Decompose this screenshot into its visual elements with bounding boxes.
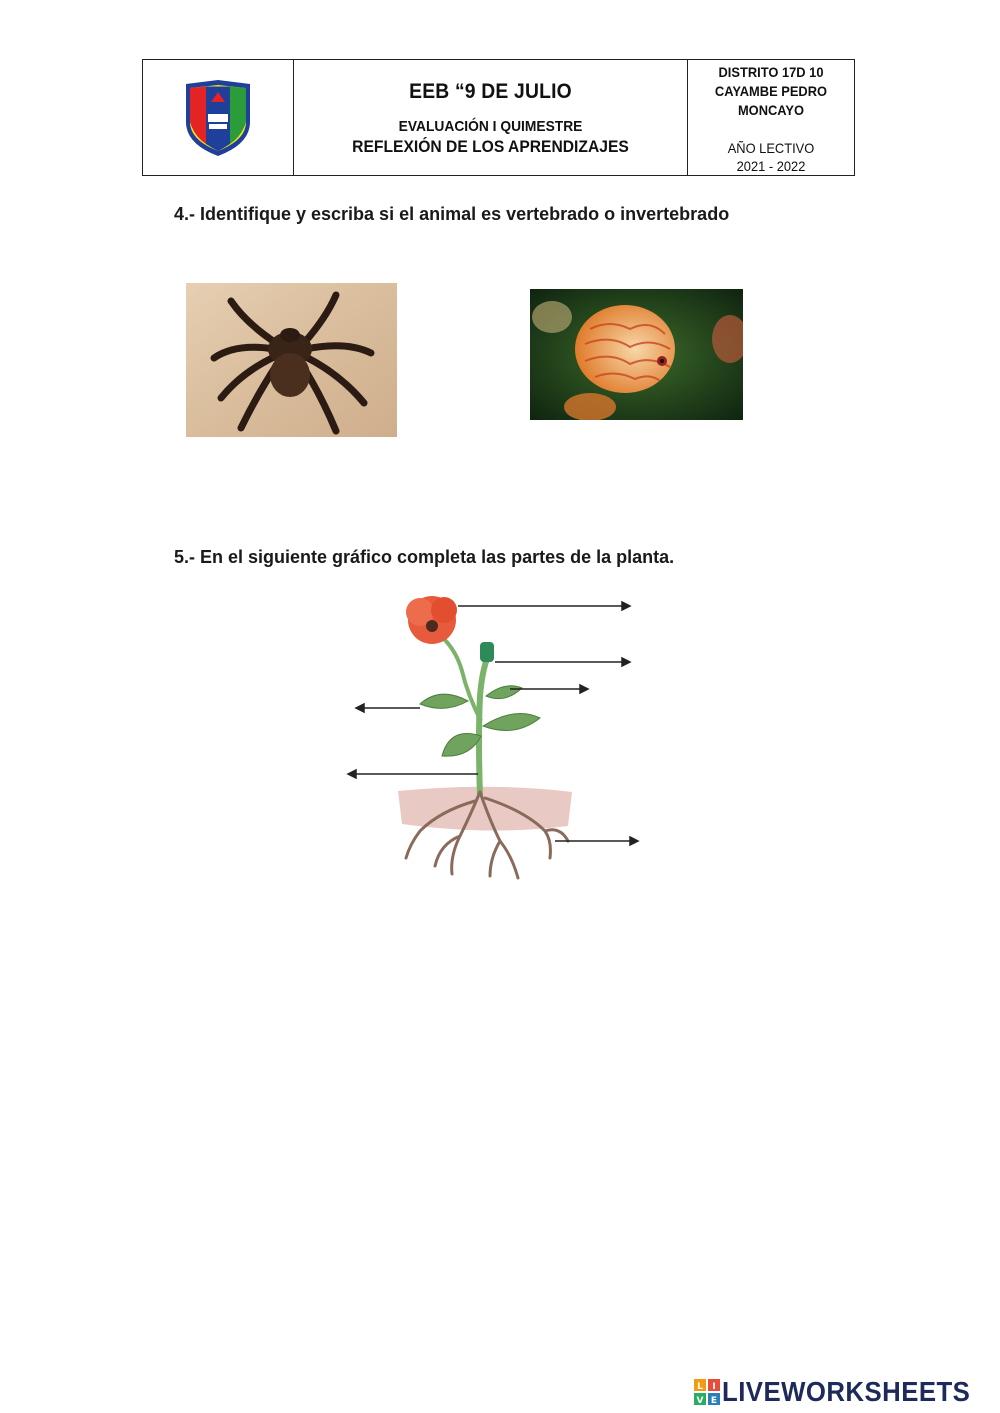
svg-text:L: L bbox=[697, 1382, 703, 1392]
discus-fish-icon bbox=[530, 289, 743, 420]
logo-cell bbox=[143, 60, 294, 175]
year-value: 2021 - 2022 bbox=[736, 158, 806, 174]
exam-title: EVALUACIÓN I QUIMESTRE bbox=[398, 118, 583, 135]
plant-diagram bbox=[340, 586, 640, 886]
question-4: 4.- Identifique y escriba si el animal es vertebrado o invertebrado bbox=[174, 204, 730, 224]
fish-photo bbox=[530, 289, 743, 420]
info-cell bbox=[688, 60, 854, 175]
school-name: EEB “9 DE JULIO bbox=[409, 80, 572, 103]
svg-text:E: E bbox=[711, 1396, 718, 1405]
liveworksheets-wordmark: LIVEWORKSHEETS bbox=[722, 1376, 971, 1407]
district-line-2: CAYAMBE PEDRO bbox=[714, 83, 828, 99]
liveworksheets-brand bbox=[694, 1376, 992, 1408]
liveworksheets-logo-icon bbox=[694, 1379, 720, 1405]
school-shield-logo-icon bbox=[178, 78, 258, 158]
title-cell bbox=[294, 60, 688, 175]
question-5: 5.- En el siguiente gráfico completa las partes de la planta. bbox=[174, 547, 675, 567]
tarantula-icon bbox=[186, 283, 397, 437]
svg-text:V: V bbox=[696, 1396, 704, 1405]
svg-text:I: I bbox=[712, 1382, 716, 1392]
spider-photo bbox=[186, 283, 397, 437]
plant-parts-icon bbox=[340, 586, 640, 886]
district-line-3: MONCAYO bbox=[737, 102, 805, 118]
district-line-1: DISTRITO 17D 10 bbox=[718, 64, 824, 80]
exam-subtitle: REFLEXIÓN DE LOS APRENDIZAJES bbox=[352, 137, 629, 156]
year-label: AÑO LECTIVO bbox=[727, 140, 815, 156]
header-table bbox=[142, 59, 855, 176]
